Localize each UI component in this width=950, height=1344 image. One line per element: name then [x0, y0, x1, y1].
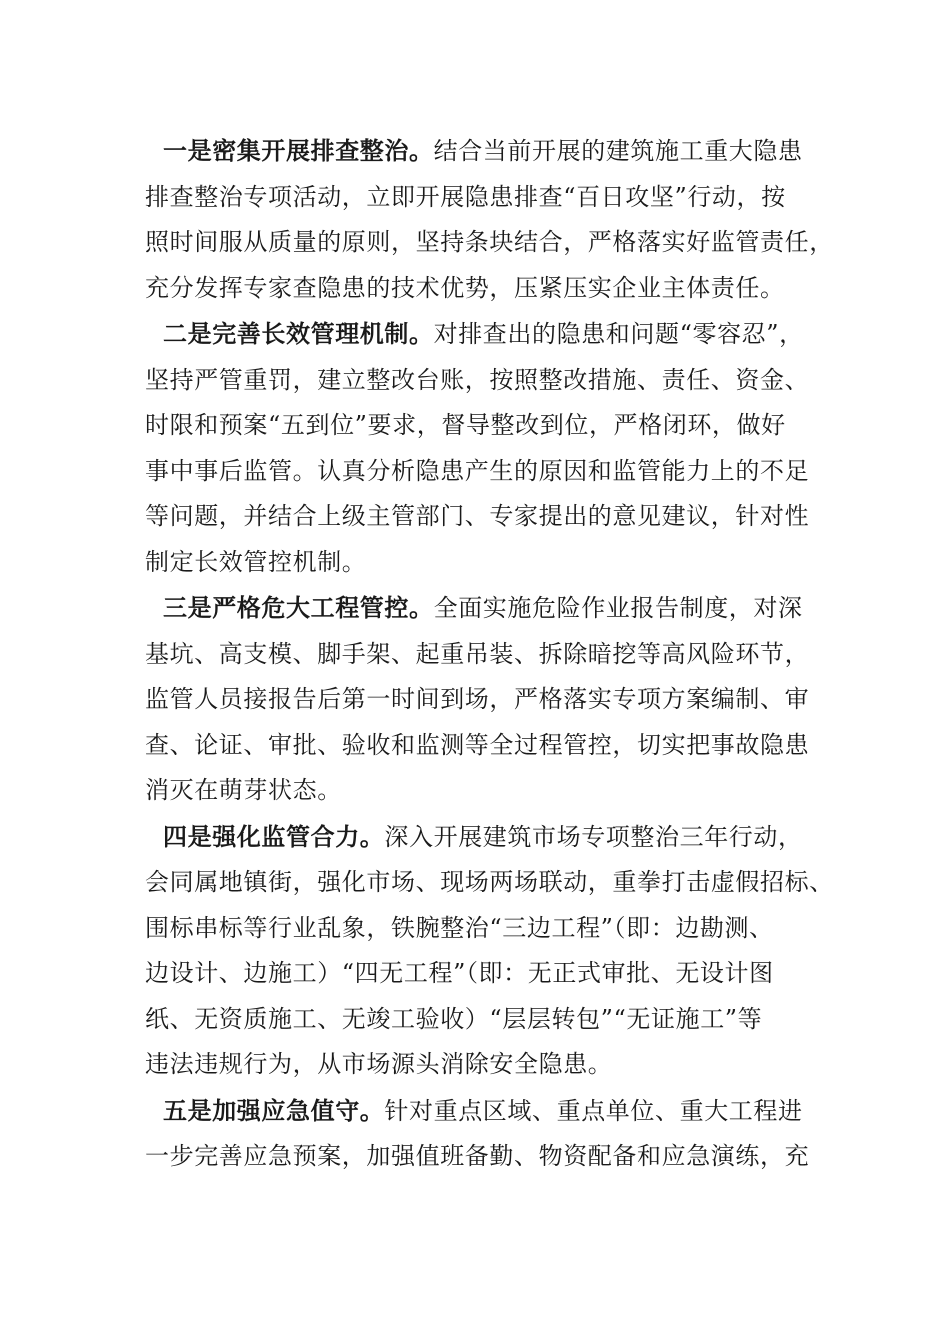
paragraph-line: 纸、无资质施工、无竣工验收）“层层转包”“无证施工”等: [145, 1004, 763, 1033]
paragraph-line: 查、论证、审批、验收和监测等全过程管控，切实把事故隐患: [145, 730, 810, 759]
paragraph-4: [145, 814, 845, 1088]
paragraph-2: [145, 311, 845, 585]
paragraph-line: 消灭在萌芽状态。: [145, 776, 342, 804]
paragraph-lead: 二是完善长效管理机制。: [163, 319, 434, 348]
paragraph-line: 会同属地镇街，强化市场、现场两场联动，重拳打击虚假招标、: [145, 868, 834, 896]
paragraph-line: 坚持严管重罚，建立整改台账，按照整改措施、责任、资金、: [145, 365, 810, 394]
paragraph-line: 充分发挥专家查隐患的技术优势，压紧压实企业主体责任。: [145, 273, 785, 302]
paragraph-line: 边设计、边施工）“四无工程”（即：无正式审批、无设计图: [145, 959, 774, 987]
paragraph-line: 一步完善应急预案，加强值班备勤、物资配备和应急演练，充: [145, 1142, 810, 1170]
paragraph-line: 排查整治专项活动，立即开展隐患排查“百日攻坚”行动，按: [145, 182, 786, 211]
paragraph-line: 等问题，并结合上级主管部门、专家提出的意见建议，针对性: [145, 502, 810, 530]
paragraph-line: 三是严格危大工程管控。全面实施危险作业报告制度，对深: [163, 593, 803, 622]
paragraph-line: 制定长效管控机制。: [145, 547, 367, 576]
document-body: [145, 128, 845, 1180]
paragraph-lead: 三是严格危大工程管控。: [163, 593, 434, 622]
paragraph-line: 监管人员接报告后第一时间到场，严格落实专项方案编制、审: [145, 685, 810, 713]
paragraph-line: 围标串标等行业乱象，铁腕整治“三边工程”（即：边勘测、: [145, 913, 774, 942]
paragraph-lead: 四是强化监管合力。: [163, 821, 385, 851]
paragraph-line: 一是密集开展排查整治。结合当前开展的建筑施工重大隐患: [163, 136, 803, 165]
paragraph-line: 事中事后监管。认真分析隐患产生的原因和监管能力上的不足: [145, 456, 810, 485]
paragraph-lead: 五是加强应急值守。: [163, 1095, 385, 1125]
paragraph-5: [145, 1088, 845, 1180]
paragraph-lead: 一是密集开展排查整治。: [163, 136, 434, 165]
paragraph-line: 照时间服从质量的原则，坚持条块结合，严格落实好监管责任，: [145, 228, 834, 256]
paragraph-line: 五是加强应急值守。针对重点区域、重点单位、重大工程进: [163, 1095, 803, 1125]
paragraph-3: [145, 585, 845, 814]
paragraph-line: 时限和预案“五到位”要求，督导整改到位，严格闭环，做好: [145, 411, 786, 439]
paragraph-line: 违法违规行为，从市场源头消除安全隐患。: [145, 1050, 613, 1078]
paragraph-line: 基坑、高支模、脚手架、起重吊装、拆除暗挖等高风险环节，: [145, 639, 810, 668]
paragraph-line: 二是完善长效管理机制。对排查出的隐患和问题“零容忍”，: [163, 319, 804, 348]
paragraph-1: [145, 128, 845, 311]
paragraph-line: 四是强化监管合力。深入开展建筑市场专项整治三年行动，: [163, 821, 803, 851]
